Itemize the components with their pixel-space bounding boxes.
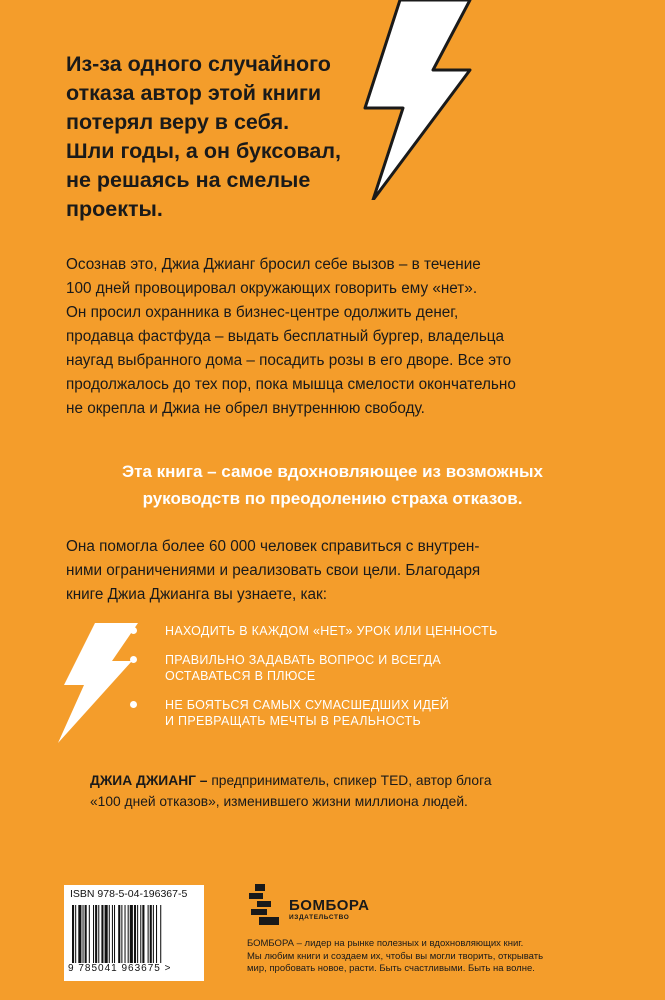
paragraph-line: Он просил охранника в бизнес-центре одолжить денег, — [66, 304, 459, 321]
benefits-list — [130, 623, 550, 739]
barcode-bar — [125, 905, 126, 963]
barcode-bar — [156, 905, 157, 963]
publisher-desc-line: БОМБОРА – лидер на рынке полезных и вдохновляющих книг. — [247, 938, 524, 949]
paragraph-line: ними ограничениями и реализовать свои цели. Благодаря — [66, 562, 481, 579]
publisher-description — [247, 938, 627, 976]
barcode-bar — [75, 905, 76, 963]
list-item-text: И ПРЕВРАЩАТЬ МЕЧТЫ В РЕАЛЬНОСТЬ — [165, 714, 421, 728]
highlight-line: Эта книга – самое вдохновляющее из возможных — [122, 462, 543, 481]
headline-line: потерял веру в себя. — [66, 110, 290, 134]
author-bio — [90, 770, 610, 812]
barcode-bar — [137, 905, 138, 963]
barcode-bar — [118, 905, 120, 963]
barcode-number: 9 785041 963675 > — [68, 963, 172, 974]
barcode-bar — [105, 905, 108, 963]
paragraph-line: продавца фастфуда – выдать бесплатный бургер, владельца — [66, 328, 505, 345]
paragraph-line: Она помогла более 60 000 человек справиться с внутрен- — [66, 538, 480, 555]
paragraph-line: книге Джиа Джианга вы узнаете, как: — [66, 586, 327, 603]
author-bio-line — [90, 770, 610, 791]
author-bio-text: предприниматель, спикер TED, автор блога — [207, 773, 492, 788]
paragraph-line: 100 дней провоцировал окружающих говорить ему «нет». — [66, 280, 478, 297]
barcode-bar — [128, 905, 129, 963]
barcode-bar — [85, 905, 87, 963]
intro-paragraph — [66, 253, 626, 421]
barcode-bar — [130, 905, 133, 963]
benefits-paragraph — [66, 535, 626, 607]
barcode-bar — [98, 905, 99, 963]
barcode-bar — [150, 905, 152, 963]
list-item-text: НАХОДИТЬ В КАЖДОМ «НЕТ» УРОК ИЛИ ЦЕННОСТЬ — [165, 624, 498, 638]
barcode-bar — [109, 905, 110, 963]
bullet-dot-icon — [130, 627, 137, 634]
list-item-text: НЕ БОЯТЬСЯ САМЫХ СУМАСШЕДШИХ ИДЕЙ — [165, 698, 450, 712]
barcode-bar — [148, 905, 149, 963]
bullet-dot-icon — [130, 656, 137, 663]
headline-line: отказа автор этой книги — [66, 81, 322, 105]
list-item — [130, 652, 550, 684]
headline-line: Из-за одного случайного — [66, 52, 331, 76]
barcode-bar — [72, 905, 74, 963]
paragraph-line: Осознав это, Джиа Джианг бросил себе вызов – в течение — [66, 256, 481, 273]
barcode-bar — [101, 905, 103, 963]
author-name: ДЖИА ДЖИАНГ – — [90, 773, 208, 788]
headline-line: Шли годы, а он буксовал, — [66, 139, 341, 163]
paragraph-line: продолжалось до тех пор, пока мышца смелости окончательно — [66, 376, 516, 393]
lightning-bolt-small-icon — [50, 623, 140, 743]
author-bio-line: «100 дней отказов», изменившего жизни миллиона людей. — [90, 794, 468, 809]
barcode-bar — [78, 905, 81, 963]
list-item — [130, 697, 550, 729]
isbn-text: ISBN 978-5-04-196367-5 — [70, 888, 188, 900]
barcode-bar — [95, 905, 97, 963]
barcode-bar — [112, 905, 113, 963]
barcode-bar — [160, 905, 161, 963]
barcode-bar — [134, 905, 136, 963]
bullet-dot-icon — [130, 701, 137, 708]
barcode-bar — [121, 905, 122, 963]
publisher-logo-icon — [247, 882, 287, 928]
highlight-line: руководств по преодолению страха отказов. — [142, 489, 523, 508]
highlight-statement — [0, 458, 665, 512]
list-item-text: ОСТАВАТЬСЯ В ПЛЮСЕ — [165, 669, 316, 683]
paragraph-line: не окрепла и Джиа не обрел внутреннюю свободу. — [66, 400, 425, 417]
barcode-bars — [72, 905, 196, 963]
publisher-name: БОМБОРА — [289, 897, 370, 914]
paragraph-line: наугад выбранного дома – посадить розы в его дворе. Все это — [66, 352, 512, 369]
headline — [66, 50, 366, 224]
barcode-bar — [114, 905, 115, 963]
publisher-desc-line: Мы любим книги и создаем их, чтобы вы могли творить, открывать — [247, 950, 544, 962]
barcode-bar — [140, 905, 141, 963]
barcode-bar — [142, 905, 144, 963]
headline-line: проекты. — [66, 197, 163, 221]
list-item-text: ПРАВИЛЬНО ЗАДАВАТЬ ВОПРОС И ВСЕГДА — [165, 653, 442, 667]
publisher-subtitle: ИЗДАТЕЛЬСТВО — [289, 914, 350, 921]
barcode-bar — [153, 905, 154, 963]
barcode-bar — [93, 905, 94, 963]
barcode-bar — [83, 905, 84, 963]
list-item — [130, 623, 550, 639]
barcode-bar — [89, 905, 90, 963]
publisher-desc-line: мир, пробовать новое, расти. Быть счастливыми. Быть на волне. — [247, 963, 535, 974]
headline-line: не решаясь на смелые — [66, 168, 311, 192]
barcode — [64, 885, 204, 981]
